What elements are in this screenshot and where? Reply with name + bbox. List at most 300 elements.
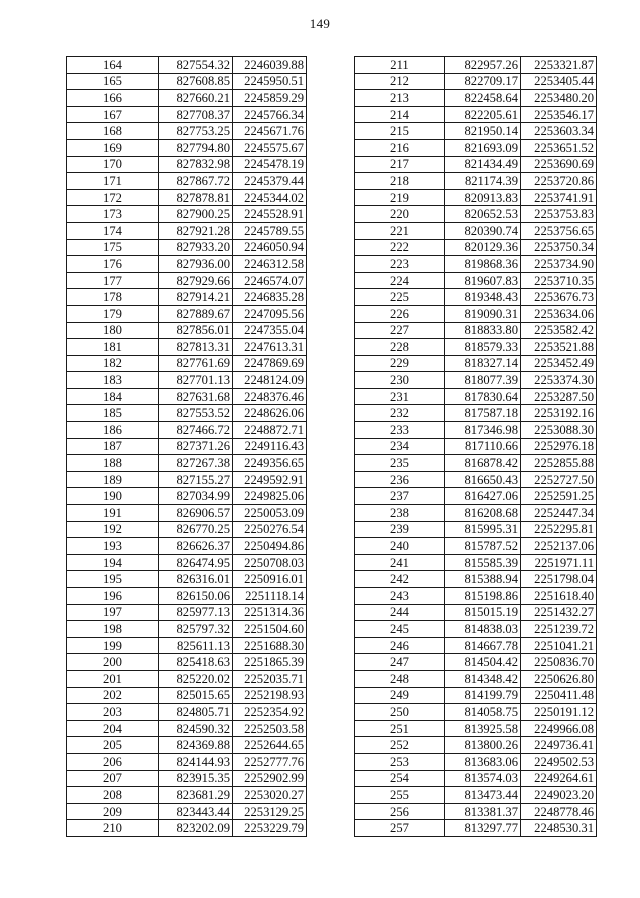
table-row xyxy=(355,438,597,455)
table-row xyxy=(67,90,307,107)
x-coordinate-cell: 826316.01 xyxy=(159,571,233,588)
table-row xyxy=(355,637,597,654)
y-coordinate-cell: 2251118.14 xyxy=(233,588,307,605)
x-coordinate-cell: 816427.06 xyxy=(445,488,521,505)
table-row xyxy=(355,305,597,322)
point-number-cell: 176 xyxy=(67,256,159,273)
y-coordinate-cell: 2253374.30 xyxy=(521,372,597,389)
x-coordinate-cell: 817346.98 xyxy=(445,422,521,439)
point-number-cell: 207 xyxy=(67,770,159,787)
x-coordinate-cell: 819868.36 xyxy=(445,256,521,273)
y-coordinate-cell: 2252295.81 xyxy=(521,521,597,538)
page-number: 149 xyxy=(309,16,331,31)
x-coordinate-cell: 823443.44 xyxy=(159,803,233,820)
y-coordinate-cell: 2246835.28 xyxy=(233,289,307,306)
x-coordinate-cell: 824369.88 xyxy=(159,737,233,754)
table-row xyxy=(355,139,597,156)
table-row xyxy=(67,189,307,206)
x-coordinate-cell: 821950.14 xyxy=(445,123,521,140)
y-coordinate-cell: 2252855.88 xyxy=(521,455,597,472)
y-coordinate-cell: 2252137.06 xyxy=(521,538,597,555)
x-coordinate-cell: 827371.26 xyxy=(159,438,233,455)
table-row xyxy=(355,106,597,123)
table-row xyxy=(67,588,307,605)
x-coordinate-cell: 814058.75 xyxy=(445,704,521,721)
x-coordinate-cell: 813574.03 xyxy=(445,770,521,787)
y-coordinate-cell: 2251618.40 xyxy=(521,588,597,605)
point-number-cell: 214 xyxy=(355,106,445,123)
point-number-cell: 254 xyxy=(355,770,445,787)
y-coordinate-cell: 2253603.34 xyxy=(521,123,597,140)
y-coordinate-cell: 2253756.65 xyxy=(521,222,597,239)
point-number-cell: 203 xyxy=(67,704,159,721)
y-coordinate-cell: 2253750.34 xyxy=(521,239,597,256)
point-number-cell: 252 xyxy=(355,737,445,754)
y-coordinate-cell: 2253521.88 xyxy=(521,339,597,356)
y-coordinate-cell: 2252503.58 xyxy=(233,720,307,737)
x-coordinate-cell: 826626.37 xyxy=(159,538,233,555)
y-coordinate-cell: 2249502.53 xyxy=(521,753,597,770)
y-coordinate-cell: 2253546.17 xyxy=(521,106,597,123)
x-coordinate-cell: 826770.25 xyxy=(159,521,233,538)
table-row xyxy=(67,554,307,571)
table-row xyxy=(67,787,307,804)
table-row xyxy=(67,637,307,654)
point-number-cell: 188 xyxy=(67,455,159,472)
x-coordinate-cell: 822709.17 xyxy=(445,73,521,90)
y-coordinate-cell: 2245859.29 xyxy=(233,90,307,107)
point-number-cell: 212 xyxy=(355,73,445,90)
point-number-cell: 183 xyxy=(67,372,159,389)
table-row xyxy=(355,289,597,306)
point-number-cell: 164 xyxy=(67,57,159,74)
x-coordinate-cell: 814838.03 xyxy=(445,621,521,638)
y-coordinate-cell: 2249966.08 xyxy=(521,720,597,737)
x-coordinate-cell: 818579.33 xyxy=(445,339,521,356)
x-coordinate-cell: 815388.94 xyxy=(445,571,521,588)
x-coordinate-cell: 827832.98 xyxy=(159,156,233,173)
table-row xyxy=(67,770,307,787)
x-coordinate-cell: 827466.72 xyxy=(159,422,233,439)
x-coordinate-cell: 823202.09 xyxy=(159,820,233,837)
point-number-cell: 236 xyxy=(355,471,445,488)
point-number-cell: 257 xyxy=(355,820,445,837)
point-number-cell: 185 xyxy=(67,405,159,422)
y-coordinate-cell: 2248872.71 xyxy=(233,422,307,439)
y-coordinate-cell: 2248530.31 xyxy=(521,820,597,837)
x-coordinate-cell: 826150.06 xyxy=(159,588,233,605)
point-number-cell: 220 xyxy=(355,206,445,223)
y-coordinate-cell: 2246312.58 xyxy=(233,256,307,273)
x-coordinate-cell: 827034.99 xyxy=(159,488,233,505)
table-row xyxy=(67,372,307,389)
x-coordinate-cell: 820390.74 xyxy=(445,222,521,239)
y-coordinate-cell: 2245575.67 xyxy=(233,139,307,156)
x-coordinate-cell: 818833.80 xyxy=(445,322,521,339)
x-coordinate-cell: 819348.43 xyxy=(445,289,521,306)
table-row xyxy=(355,339,597,356)
point-number-cell: 211 xyxy=(355,57,445,74)
x-coordinate-cell: 827554.32 xyxy=(159,57,233,74)
y-coordinate-cell: 2247355.04 xyxy=(233,322,307,339)
point-number-cell: 253 xyxy=(355,753,445,770)
x-coordinate-cell: 815198.86 xyxy=(445,588,521,605)
table-row xyxy=(67,687,307,704)
point-number-cell: 241 xyxy=(355,554,445,571)
y-coordinate-cell: 2249023.20 xyxy=(521,787,597,804)
x-coordinate-cell: 827856.01 xyxy=(159,322,233,339)
point-number-cell: 231 xyxy=(355,388,445,405)
point-number-cell: 169 xyxy=(67,139,159,156)
y-coordinate-cell: 2253405.44 xyxy=(521,73,597,90)
y-coordinate-cell: 2252777.76 xyxy=(233,753,307,770)
point-number-cell: 198 xyxy=(67,621,159,638)
y-coordinate-cell: 2253710.35 xyxy=(521,272,597,289)
point-number-cell: 178 xyxy=(67,289,159,306)
x-coordinate-cell: 827878.81 xyxy=(159,189,233,206)
y-coordinate-cell: 2253020.27 xyxy=(233,787,307,804)
point-number-cell: 250 xyxy=(355,704,445,721)
coordinate-table-right-body xyxy=(355,57,597,837)
table-row xyxy=(67,123,307,140)
table-row xyxy=(67,621,307,638)
x-coordinate-cell: 817830.64 xyxy=(445,388,521,405)
table-row xyxy=(67,206,307,223)
x-coordinate-cell: 814199.79 xyxy=(445,687,521,704)
point-number-cell: 196 xyxy=(67,588,159,605)
x-coordinate-cell: 827914.21 xyxy=(159,289,233,306)
table-row xyxy=(67,488,307,505)
point-number-cell: 243 xyxy=(355,588,445,605)
y-coordinate-cell: 2247095.56 xyxy=(233,305,307,322)
table-row xyxy=(355,57,597,74)
x-coordinate-cell: 819090.31 xyxy=(445,305,521,322)
x-coordinate-cell: 827761.69 xyxy=(159,355,233,372)
y-coordinate-cell: 2252902.99 xyxy=(233,770,307,787)
y-coordinate-cell: 2248778.46 xyxy=(521,803,597,820)
x-coordinate-cell: 824590.32 xyxy=(159,720,233,737)
y-coordinate-cell: 2245671.76 xyxy=(233,123,307,140)
x-coordinate-cell: 827889.67 xyxy=(159,305,233,322)
point-number-cell: 172 xyxy=(67,189,159,206)
table-row xyxy=(355,538,597,555)
table-row xyxy=(355,189,597,206)
x-coordinate-cell: 813473.44 xyxy=(445,787,521,804)
point-number-cell: 229 xyxy=(355,355,445,372)
x-coordinate-cell: 815995.31 xyxy=(445,521,521,538)
x-coordinate-cell: 813925.58 xyxy=(445,720,521,737)
y-coordinate-cell: 2252198.93 xyxy=(233,687,307,704)
point-number-cell: 177 xyxy=(67,272,159,289)
x-coordinate-cell: 825977.13 xyxy=(159,604,233,621)
point-number-cell: 192 xyxy=(67,521,159,538)
y-coordinate-cell: 2248376.46 xyxy=(233,388,307,405)
table-row xyxy=(355,521,597,538)
point-number-cell: 205 xyxy=(67,737,159,754)
table-row xyxy=(355,355,597,372)
point-number-cell: 230 xyxy=(355,372,445,389)
y-coordinate-cell: 2253192.16 xyxy=(521,405,597,422)
x-coordinate-cell: 820652.53 xyxy=(445,206,521,223)
y-coordinate-cell: 2251971.11 xyxy=(521,554,597,571)
x-coordinate-cell: 813297.77 xyxy=(445,820,521,837)
x-coordinate-cell: 827794.80 xyxy=(159,139,233,156)
x-coordinate-cell: 820913.83 xyxy=(445,189,521,206)
table-row xyxy=(355,256,597,273)
point-number-cell: 210 xyxy=(67,820,159,837)
x-coordinate-cell: 825418.63 xyxy=(159,654,233,671)
table-row xyxy=(355,787,597,804)
y-coordinate-cell: 2250626.80 xyxy=(521,670,597,687)
y-coordinate-cell: 2245766.34 xyxy=(233,106,307,123)
coordinate-table-left xyxy=(66,56,307,837)
point-number-cell: 248 xyxy=(355,670,445,687)
table-row xyxy=(355,588,597,605)
point-number-cell: 213 xyxy=(355,90,445,107)
x-coordinate-cell: 821174.39 xyxy=(445,173,521,190)
x-coordinate-cell: 815015.19 xyxy=(445,604,521,621)
point-number-cell: 233 xyxy=(355,422,445,439)
y-coordinate-cell: 2251688.30 xyxy=(233,637,307,654)
y-coordinate-cell: 2250053.09 xyxy=(233,505,307,522)
point-number-cell: 238 xyxy=(355,505,445,522)
x-coordinate-cell: 817587.18 xyxy=(445,405,521,422)
point-number-cell: 249 xyxy=(355,687,445,704)
y-coordinate-cell: 2251239.72 xyxy=(521,621,597,638)
x-coordinate-cell: 826474.95 xyxy=(159,554,233,571)
x-coordinate-cell: 826906.57 xyxy=(159,505,233,522)
table-row xyxy=(67,256,307,273)
table-row xyxy=(355,770,597,787)
table-row xyxy=(67,753,307,770)
point-number-cell: 246 xyxy=(355,637,445,654)
point-number-cell: 244 xyxy=(355,604,445,621)
y-coordinate-cell: 2253452.49 xyxy=(521,355,597,372)
table-row xyxy=(355,488,597,505)
point-number-cell: 186 xyxy=(67,422,159,439)
table-row xyxy=(67,538,307,555)
table-row xyxy=(355,272,597,289)
y-coordinate-cell: 2253753.83 xyxy=(521,206,597,223)
table-row xyxy=(355,239,597,256)
table-row xyxy=(355,687,597,704)
x-coordinate-cell: 827936.00 xyxy=(159,256,233,273)
y-coordinate-cell: 2251865.39 xyxy=(233,654,307,671)
point-number-cell: 234 xyxy=(355,438,445,455)
x-coordinate-cell: 827933.20 xyxy=(159,239,233,256)
table-row xyxy=(355,422,597,439)
table-row xyxy=(67,654,307,671)
point-number-cell: 201 xyxy=(67,670,159,687)
point-number-cell: 223 xyxy=(355,256,445,273)
table-row xyxy=(355,604,597,621)
y-coordinate-cell: 2253651.52 xyxy=(521,139,597,156)
coordinate-table-right xyxy=(354,56,597,837)
y-coordinate-cell: 2253734.90 xyxy=(521,256,597,273)
table-row xyxy=(67,704,307,721)
table-row xyxy=(67,471,307,488)
y-coordinate-cell: 2249356.65 xyxy=(233,455,307,472)
y-coordinate-cell: 2252976.18 xyxy=(521,438,597,455)
y-coordinate-cell: 2252035.71 xyxy=(233,670,307,687)
y-coordinate-cell: 2250836.70 xyxy=(521,654,597,671)
y-coordinate-cell: 2249825.06 xyxy=(233,488,307,505)
point-number-cell: 235 xyxy=(355,455,445,472)
x-coordinate-cell: 827660.21 xyxy=(159,90,233,107)
table-row xyxy=(67,571,307,588)
table-row xyxy=(67,405,307,422)
x-coordinate-cell: 815585.39 xyxy=(445,554,521,571)
point-number-cell: 202 xyxy=(67,687,159,704)
table-row xyxy=(355,554,597,571)
x-coordinate-cell: 818077.39 xyxy=(445,372,521,389)
y-coordinate-cell: 2245478.19 xyxy=(233,156,307,173)
point-number-cell: 165 xyxy=(67,73,159,90)
point-number-cell: 187 xyxy=(67,438,159,455)
y-coordinate-cell: 2247869.69 xyxy=(233,355,307,372)
table-row xyxy=(355,720,597,737)
table-row xyxy=(355,206,597,223)
y-coordinate-cell: 2253480.20 xyxy=(521,90,597,107)
point-number-cell: 199 xyxy=(67,637,159,654)
y-coordinate-cell: 2253229.79 xyxy=(233,820,307,837)
table-row xyxy=(67,604,307,621)
x-coordinate-cell: 816650.43 xyxy=(445,471,521,488)
table-row xyxy=(355,455,597,472)
point-number-cell: 170 xyxy=(67,156,159,173)
point-number-cell: 195 xyxy=(67,571,159,588)
point-number-cell: 179 xyxy=(67,305,159,322)
y-coordinate-cell: 2253321.87 xyxy=(521,57,597,74)
table-row xyxy=(67,455,307,472)
y-coordinate-cell: 2249592.91 xyxy=(233,471,307,488)
x-coordinate-cell: 822957.26 xyxy=(445,57,521,74)
x-coordinate-cell: 827921.28 xyxy=(159,222,233,239)
table-row xyxy=(67,505,307,522)
y-coordinate-cell: 2245344.02 xyxy=(233,189,307,206)
point-number-cell: 167 xyxy=(67,106,159,123)
y-coordinate-cell: 2253088.30 xyxy=(521,422,597,439)
x-coordinate-cell: 827701.13 xyxy=(159,372,233,389)
point-number-cell: 215 xyxy=(355,123,445,140)
point-number-cell: 173 xyxy=(67,206,159,223)
x-coordinate-cell: 825611.13 xyxy=(159,637,233,654)
x-coordinate-cell: 827608.85 xyxy=(159,73,233,90)
point-number-cell: 242 xyxy=(355,571,445,588)
y-coordinate-cell: 2245528.91 xyxy=(233,206,307,223)
y-coordinate-cell: 2246050.94 xyxy=(233,239,307,256)
y-coordinate-cell: 2248626.06 xyxy=(233,405,307,422)
y-coordinate-cell: 2250494.86 xyxy=(233,538,307,555)
y-coordinate-cell: 2251798.04 xyxy=(521,571,597,588)
x-coordinate-cell: 825220.02 xyxy=(159,670,233,687)
point-number-cell: 239 xyxy=(355,521,445,538)
table-row xyxy=(67,438,307,455)
point-number-cell: 228 xyxy=(355,339,445,356)
y-coordinate-cell: 2249116.43 xyxy=(233,438,307,455)
point-number-cell: 216 xyxy=(355,139,445,156)
x-coordinate-cell: 822205.61 xyxy=(445,106,521,123)
y-coordinate-cell: 2248124.09 xyxy=(233,372,307,389)
x-coordinate-cell: 823915.35 xyxy=(159,770,233,787)
y-coordinate-cell: 2245379.44 xyxy=(233,173,307,190)
table-row xyxy=(355,753,597,770)
y-coordinate-cell: 2253676.73 xyxy=(521,289,597,306)
y-coordinate-cell: 2253129.25 xyxy=(233,803,307,820)
x-coordinate-cell: 827267.38 xyxy=(159,455,233,472)
table-row xyxy=(355,737,597,754)
y-coordinate-cell: 2251041.21 xyxy=(521,637,597,654)
table-row xyxy=(67,106,307,123)
table-row xyxy=(67,305,307,322)
x-coordinate-cell: 827753.25 xyxy=(159,123,233,140)
point-number-cell: 206 xyxy=(67,753,159,770)
point-number-cell: 251 xyxy=(355,720,445,737)
table-row xyxy=(355,123,597,140)
x-coordinate-cell: 813381.37 xyxy=(445,803,521,820)
point-number-cell: 208 xyxy=(67,787,159,804)
table-row xyxy=(67,239,307,256)
x-coordinate-cell: 815787.52 xyxy=(445,538,521,555)
table-row xyxy=(355,156,597,173)
y-coordinate-cell: 2250276.54 xyxy=(233,521,307,538)
point-number-cell: 174 xyxy=(67,222,159,239)
y-coordinate-cell: 2253287.50 xyxy=(521,388,597,405)
table-row xyxy=(355,471,597,488)
point-number-cell: 191 xyxy=(67,505,159,522)
table-row xyxy=(355,571,597,588)
table-row xyxy=(67,720,307,737)
table-row xyxy=(355,405,597,422)
table-row xyxy=(67,803,307,820)
point-number-cell: 166 xyxy=(67,90,159,107)
point-number-cell: 181 xyxy=(67,339,159,356)
y-coordinate-cell: 2246039.88 xyxy=(233,57,307,74)
y-coordinate-cell: 2250916.01 xyxy=(233,571,307,588)
point-number-cell: 247 xyxy=(355,654,445,671)
table-row xyxy=(355,820,597,837)
y-coordinate-cell: 2250708.03 xyxy=(233,554,307,571)
y-coordinate-cell: 2250411.48 xyxy=(521,687,597,704)
y-coordinate-cell: 2246574.07 xyxy=(233,272,307,289)
table-row xyxy=(355,803,597,820)
x-coordinate-cell: 819607.83 xyxy=(445,272,521,289)
point-number-cell: 204 xyxy=(67,720,159,737)
x-coordinate-cell: 823681.29 xyxy=(159,787,233,804)
y-coordinate-cell: 2252354.92 xyxy=(233,704,307,721)
point-number-cell: 219 xyxy=(355,189,445,206)
point-number-cell: 193 xyxy=(67,538,159,555)
y-coordinate-cell: 2247613.31 xyxy=(233,339,307,356)
point-number-cell: 224 xyxy=(355,272,445,289)
point-number-cell: 255 xyxy=(355,787,445,804)
x-coordinate-cell: 827631.68 xyxy=(159,388,233,405)
y-coordinate-cell: 2251432.27 xyxy=(521,604,597,621)
point-number-cell: 175 xyxy=(67,239,159,256)
x-coordinate-cell: 816878.42 xyxy=(445,455,521,472)
y-coordinate-cell: 2253582.42 xyxy=(521,322,597,339)
y-coordinate-cell: 2245789.55 xyxy=(233,222,307,239)
point-number-cell: 232 xyxy=(355,405,445,422)
x-coordinate-cell: 827553.52 xyxy=(159,405,233,422)
point-number-cell: 225 xyxy=(355,289,445,306)
point-number-cell: 240 xyxy=(355,538,445,555)
table-row xyxy=(67,322,307,339)
point-number-cell: 209 xyxy=(67,803,159,820)
x-coordinate-cell: 818327.14 xyxy=(445,355,521,372)
table-row xyxy=(355,322,597,339)
point-number-cell: 222 xyxy=(355,239,445,256)
